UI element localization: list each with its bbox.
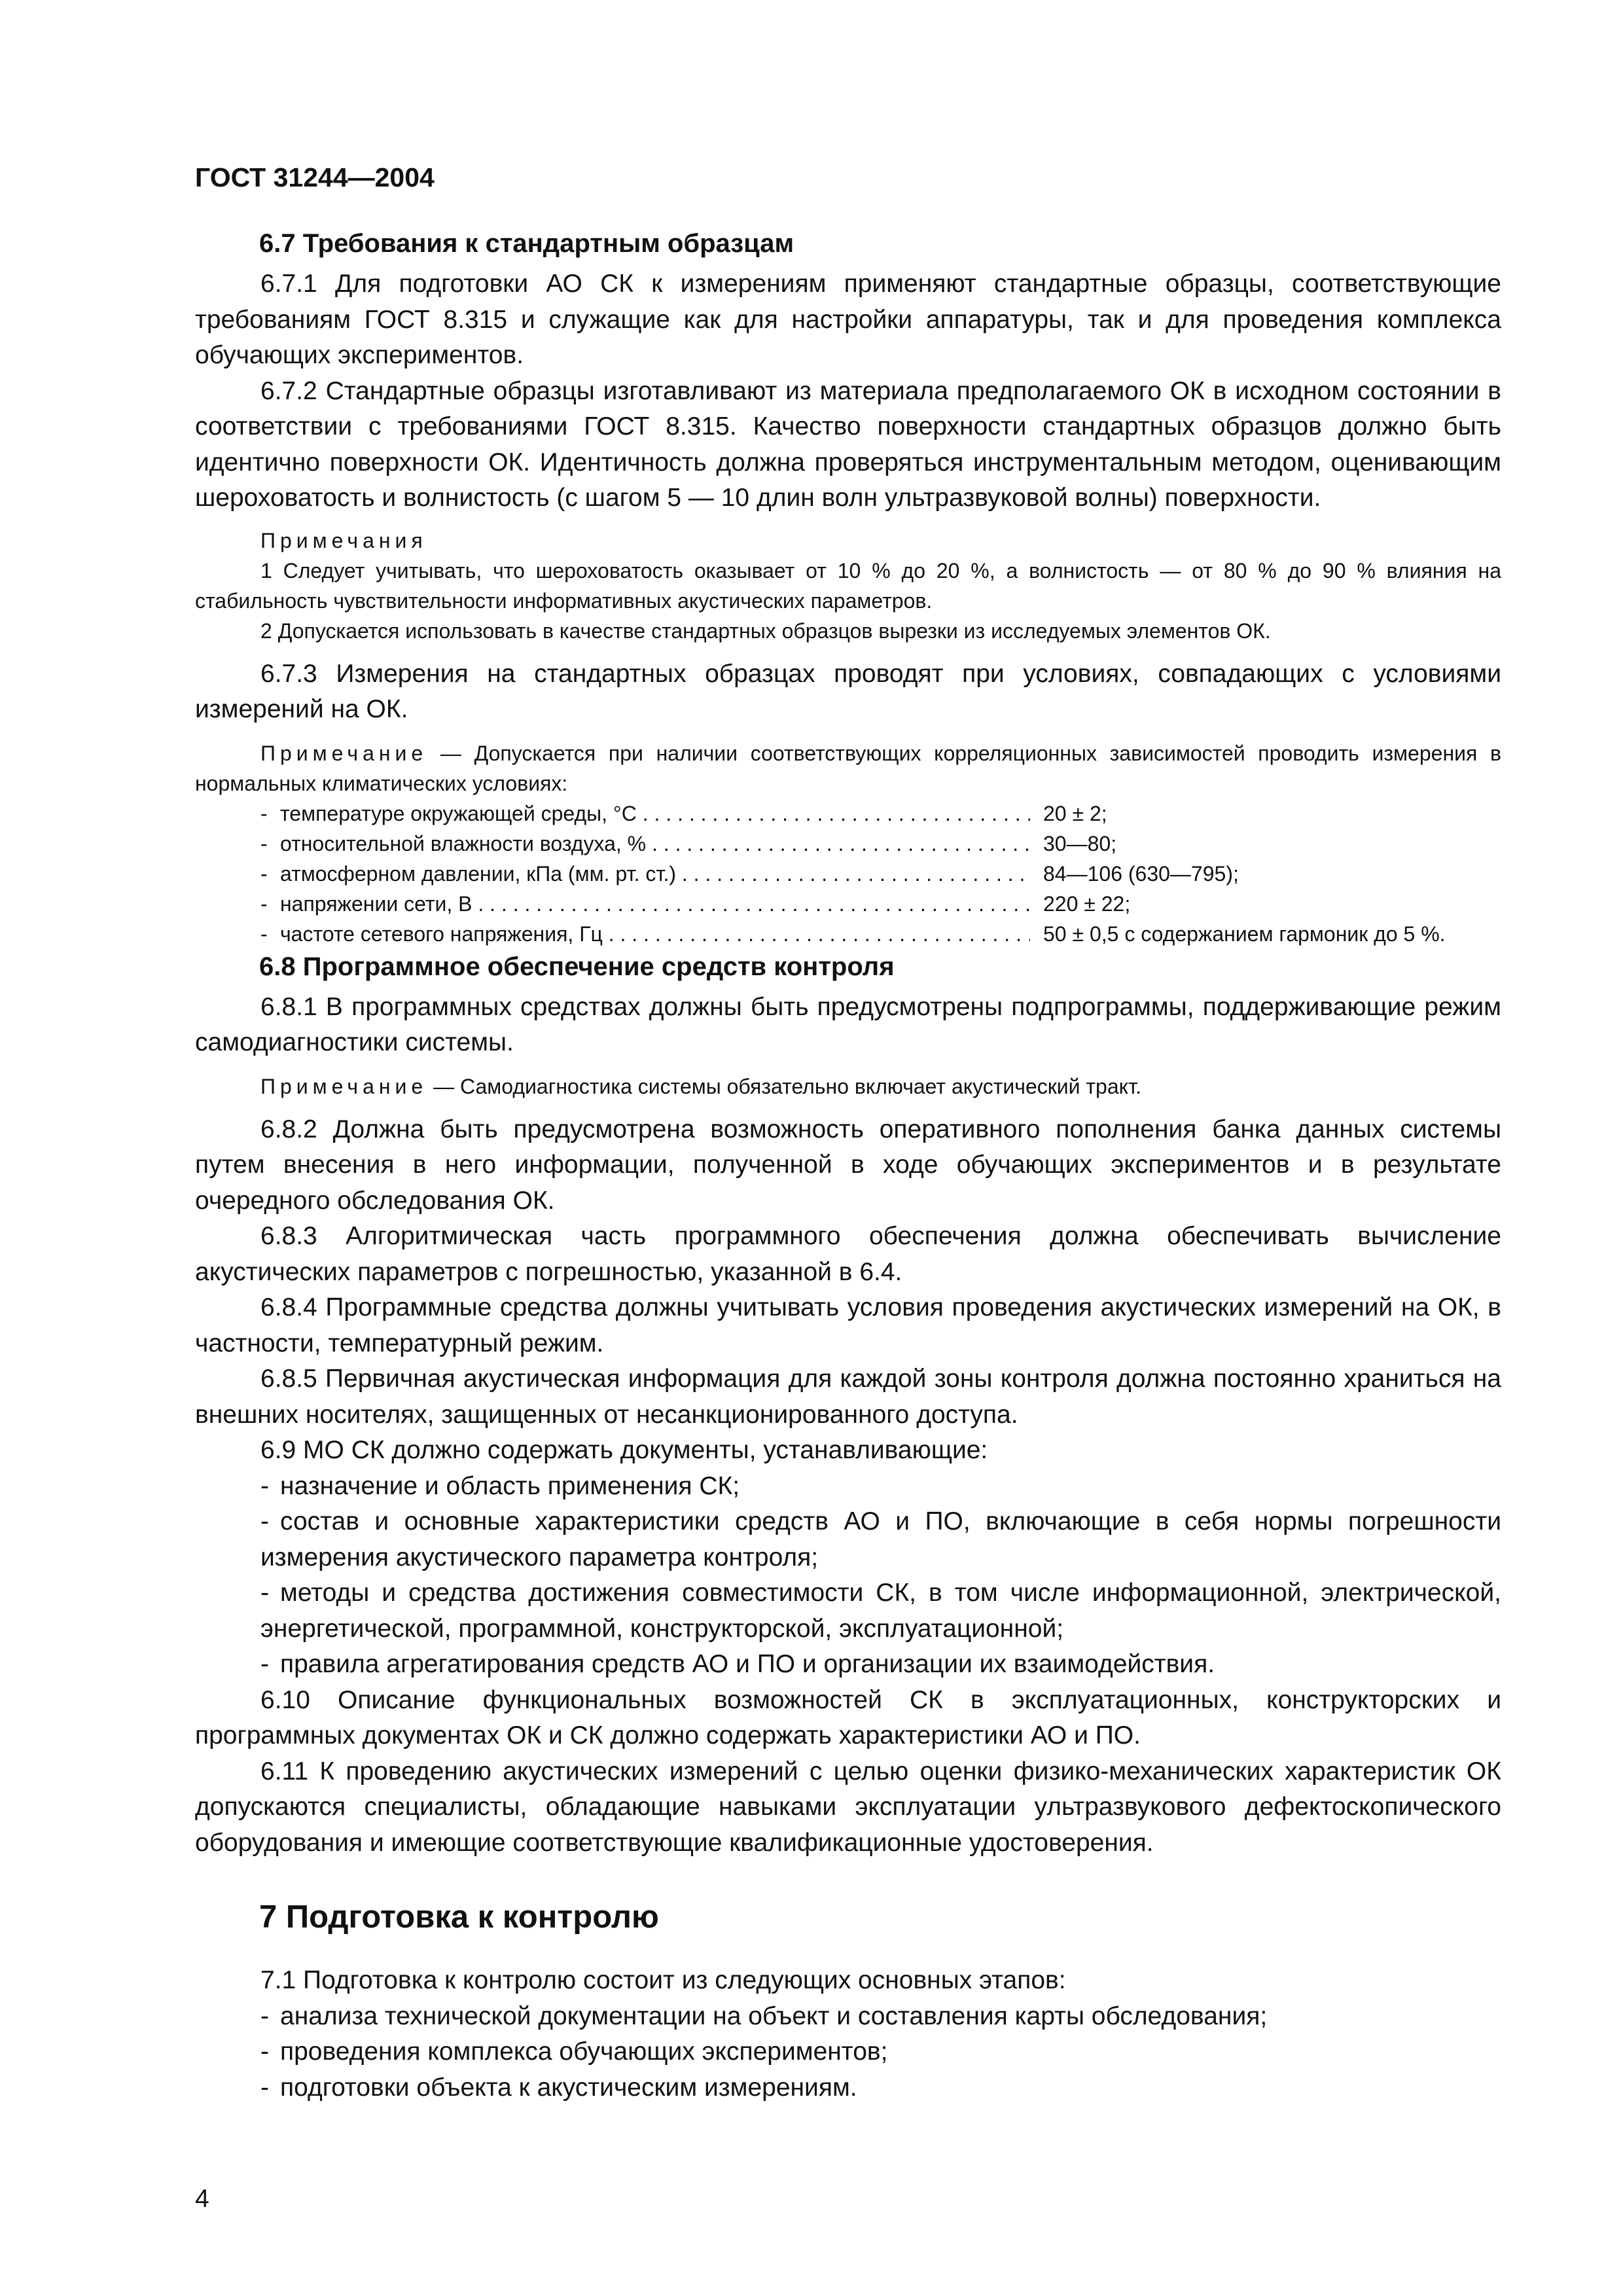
list-item: - правила агрегатирования средств АО и ПО и организации их взаимодействия. [260,1650,1215,1678]
paragraph-6-9: 6.9 МО СК должно содержать документы, устанавливающие: [260,1436,988,1464]
paragraph-6-7-2: 6.7.2 Стандартные образцы изготавливают из материала предполагаемого ОК в исходном состоянии в соответствии с требованиями ГОСТ 8.315. Качество поверхности стандартных образцов должно быть идентично поверхности ОК. Идентичность должна проверяться инструментальным методом, оценивающим шероховатость и волнистость (с шагом 5 — 10 длин волн ультразвуковой волны) поверхности. [195,376,1501,512]
climate-conditions-list [195,798,1501,949]
paragraph-6-8-5: 6.8.5 Первичная акустическая информация для каждой зоны контроля должна постоянно храниться на внешних носителях, защищенных от несанкционированного доступа. [195,1365,1501,1429]
paragraph-7-1: 7.1 Подготовка к контролю состоит из следующих основных этапов: [260,1966,1066,1994]
list-item: - методы и средства достижения совместимости СК, в том числе информационной, электрической, энергетической, программной, конструкторской, эксплуатационной; [260,1579,1501,1643]
section-6-7-title: 6.7 Требования к стандартным образцам [259,229,794,258]
climate-label: частоте сетевого напряжения, Гц . . . [280,919,1030,949]
climate-value: 20 ± 2; [1043,801,1107,825]
list-item: - подготовки объекта к акустическим измерениям. [260,2073,857,2102]
paragraph-6-7-1: 6.7.1 Для подготовки АО СК к измерениям применяют стандартные образцы, соответствующие требованиям ГОСТ 8.315 и служащие как для настройки аппаратуры, так и для проведения комплекса обучающих экспериментов. [195,270,1501,369]
climate-label: напряжении сети, В . . . [280,889,1030,919]
section-6-8-title: 6.8 Программное обеспечение средств контроля [259,952,895,981]
list-item-text: методы и средства достижения совместимости СК, в том числе информационной, электрической, энергетической, программной, конструкторской, эксплуатационной; [260,1579,1501,1643]
climate-label: температуре окружающей среды, °С . . . [280,798,1030,829]
note-self-diagnostics [195,1071,1501,1102]
note-2: 2 Допускается использовать в качестве стандартных образцов вырезки из исследуемых элементов ОК. [260,619,1271,643]
climate-value: 30—80; [1043,831,1117,855]
climate-row: - напряжении сети, В . . . 220 ± 22; [195,889,1501,919]
climate-label: атмосферном давлении, кПа (мм. рт. ст.) . . . [280,859,1030,889]
list-item-text: анализа технической документации на объект и составления карты обследования; [280,2001,1268,2030]
climate-value: 220 ± 22; [1043,891,1131,916]
climate-value: 84—106 (630—795); [1043,861,1239,886]
list-item-text: проведения комплекса обучающих экспериментов; [280,2037,888,2066]
note-label: Примечание [260,741,428,765]
note-text: — Допускается при наличии соответствующих корреляционных зависимостей проводить измерения в нормальных климатических условиях: [195,741,1501,795]
page-number: 4 [195,2185,209,2213]
list-item-text: назначение и область применения СК; [280,1471,740,1500]
document-body [195,226,1501,2106]
climate-label: относительной влажности воздуха, % . . . [280,829,1030,859]
paragraph-6-8-4: 6.8.4 Программные средства должны учитывать условия проведения акустических измерений на ОК, в частности, температурный режим. [195,1293,1501,1357]
document-code: ГОСТ 31244—2004 [195,162,435,192]
list-item-text: состав и основные характеристики средств АО и ПО, включающие в себя нормы погрешности измерения акустического параметра контроля; [260,1507,1501,1571]
paragraph-6-11: 6.11 К проведению акустических измерений с целью оценки физико-механических характеристик ОК допускаются специалисты, обладающие навыками эксплуатации ультразвукового дефектоскопического оборудования и имеющие соответствующие квалификационные удостоверения. [195,1757,1501,1857]
list-item-text: правила агрегатирования средств АО и ПО и организации их взаимодействия. [280,1650,1215,1678]
note-label: Примечание [260,1074,428,1098]
list-item-text: подготовки объекта к акустическим измерениям. [280,2073,857,2102]
paragraph-6-8-1: 6.8.1 В программных средствах должны быть предусмотрены подпрограммы, поддерживающие режим самодиагностики системы. [195,992,1501,1056]
note-1: 1 Следует учитывать, что шероховатость оказывает от 10 % до 20 %, а волнистость — от 80 % до 90 % влияния на стабильность чувствительности информативных акустических параметров. [195,558,1501,613]
climate-row: - относительной влажности воздуха, % . . . 30—80; [195,829,1501,859]
list-item: - анализа технической документации на объект и составления карты обследования; [260,2001,1268,2030]
list-item: - проведения комплекса обучающих экспериментов; [260,2037,888,2066]
chapter-7-title: 7 Подготовка к контролю [259,1899,659,1935]
note-climate [195,738,1501,798]
climate-row: - температуре окружающей среды, °С . . . 20 ± 2; [195,798,1501,829]
list-item: - состав и основные характеристики средств АО и ПО, включающие в себя нормы погрешности измерения акустического параметра контроля; [260,1507,1501,1571]
notes-heading: Примечания [260,528,427,552]
climate-value: 50 ± 0,5 с содержанием гармоник до 5 %. [1043,922,1446,946]
paragraph-6-8-2: 6.8.2 Должна быть предусмотрена возможность оперативного пополнения банка данных системы путем внесения в него информации, полученной в ходе обучающих экспериментов и в результате очередного обследования ОК. [195,1115,1501,1215]
paragraph-6-8-3: 6.8.3 Алгоритмическая часть программного обеспечения должна обеспечивать вычисление акустических параметров с погрешностью, указанной в 6.4. [195,1222,1501,1286]
list-item: - назначение и область применения СК; [260,1471,740,1500]
note-text: — Самодиагностика системы обязательно включает акустический тракт. [427,1074,1141,1098]
climate-row: - частоте сетевого напряжения, Гц . . . 50 ± 0,5 с содержанием гармоник до 5 %. [195,919,1501,949]
paragraph-6-10: 6.10 Описание функциональных возможностей СК в эксплуатационных, конструкторских и программных документах ОК и СК должно содержать характеристики АО и ПО. [195,1685,1501,1749]
paragraph-6-7-3: 6.7.3 Измерения на стандартных образцах проводят при условиях, совпадающих с условиями измерений на ОК. [195,659,1501,723]
climate-row: - атмосферном давлении, кПа (мм. рт. ст.) . . . 84—106 (630—795); [195,859,1501,889]
